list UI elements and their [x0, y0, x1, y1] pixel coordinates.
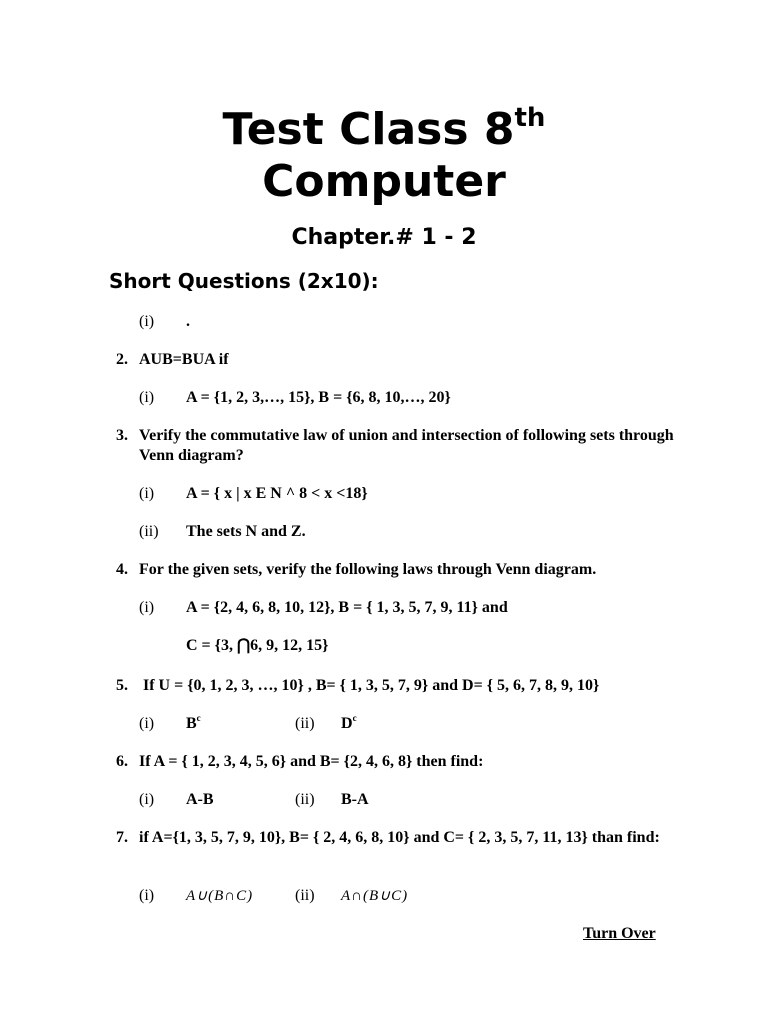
part-label: (i) [139, 485, 155, 502]
part-text: . [186, 313, 190, 330]
part-label: (i) [139, 313, 155, 330]
question-text: AUB=BUA if [139, 351, 229, 368]
part-label: (i) [139, 389, 155, 406]
part-label: (i) [139, 599, 155, 616]
title-superscript: th [514, 103, 546, 133]
set-name: B [186, 715, 197, 732]
complement-mark: c [196, 713, 201, 723]
part-label: (i) [139, 715, 155, 732]
section-heading: Short Questions (2x10): [109, 269, 379, 293]
part-label: (ii) [139, 523, 159, 540]
question-number: 3. [116, 427, 128, 444]
part-label: (ii) [295, 715, 315, 732]
part-text: A = {2, 4, 6, 8, 10, 12}, B = { 1, 3, 5, 7, 9, 11} and [186, 599, 508, 616]
part-label: (i) [139, 791, 155, 808]
part-answer [186, 714, 201, 734]
question-number: 2. [116, 351, 128, 368]
question-number: 7. [116, 829, 128, 846]
question-number: 6. [116, 753, 128, 770]
part-label: (ii) [295, 791, 315, 808]
page-title [0, 104, 768, 156]
part-text: A-B [186, 791, 214, 808]
chapter-heading: Chapter.# 1 - 2 [291, 225, 477, 250]
part-text: A = { x | x E N ^ 8 < x <18} [186, 485, 368, 502]
part-text-continued: C = {3, ⋂6, 9, 12, 15} [186, 637, 329, 654]
question-text: If U = {0, 1, 2, 3, …, 10} , B= { 1, 3, 5, 7, 9} and D= { 5, 6, 7, 8, 9, 10} [139, 677, 600, 694]
question-number: 4. [116, 561, 128, 578]
page-subtitle: Computer [262, 156, 506, 207]
part-label: (ii) [295, 887, 315, 904]
complement-mark: c [352, 713, 357, 723]
question-text: if A={1, 3, 5, 7, 9, 10}, B= { 2, 4, 6, 8, 10} and C= { 2, 3, 5, 7, 11, 13} than find: [139, 829, 660, 846]
part-formula: A∩(B∪C) [341, 888, 409, 904]
part-formula: A∪(B∩C) [186, 888, 254, 904]
part-answer [341, 714, 357, 734]
question-text: For the given sets, verify the following laws through Venn diagram. [139, 561, 597, 578]
set-name: D [341, 715, 353, 732]
question-text: Verify the commutative law of union and intersection of following sets through Venn diagram? [139, 427, 674, 464]
title-line-1: Test Class 8 [222, 104, 515, 155]
part-text: B-A [341, 791, 369, 808]
part-label: (i) [139, 887, 155, 904]
question-text: If A = { 1, 2, 3, 4, 5, 6} and B= {2, 4, 6, 8} then find: [139, 753, 484, 770]
part-text: A = {1, 2, 3,…, 15}, B = {6, 8, 10,…, 20} [186, 389, 451, 406]
part-text: The sets N and Z. [186, 523, 306, 540]
question-number: 5. [116, 677, 128, 694]
turn-over-note: Turn Over [583, 925, 656, 942]
